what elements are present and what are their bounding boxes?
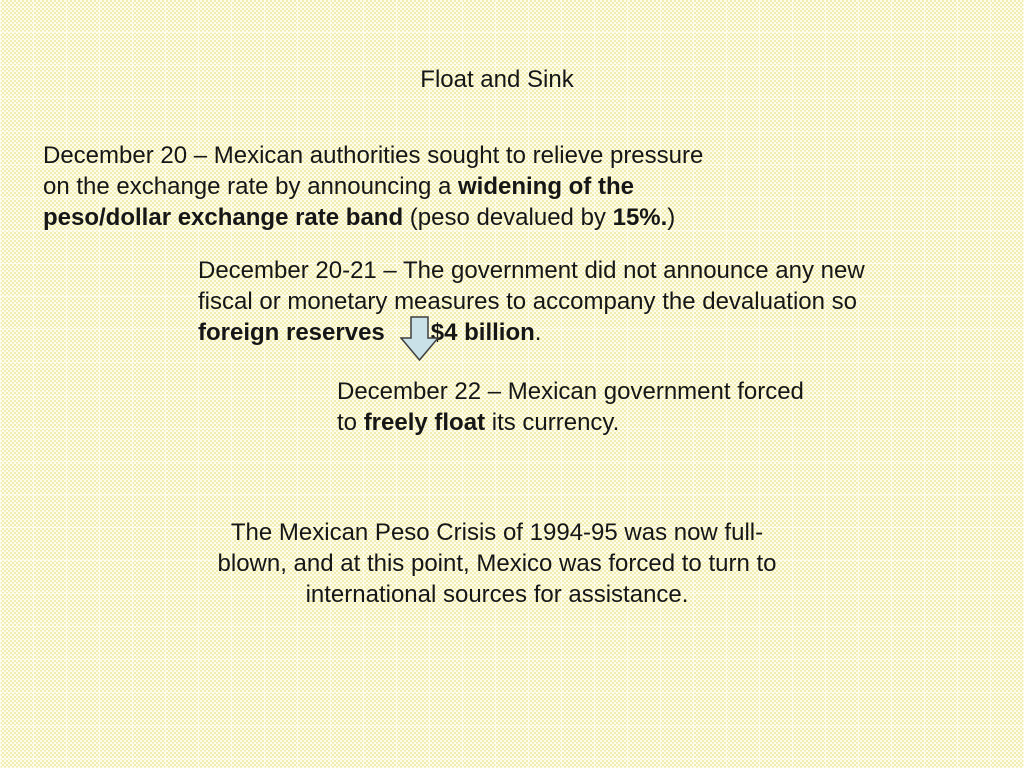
text-segment-bold: foreign reserves xyxy=(198,319,385,346)
text-segment-bold: widening of the xyxy=(457,173,634,200)
paragraph-peso-crisis-summary xyxy=(190,517,804,610)
text-line xyxy=(43,140,703,171)
text-segment: ) xyxy=(667,204,676,231)
text-segment-bold: $4 billion xyxy=(430,319,535,346)
text-segment-bold: 15%. xyxy=(612,204,668,231)
down-arrow-shape xyxy=(401,317,438,360)
text-line xyxy=(190,517,804,548)
down-arrow-icon xyxy=(400,316,439,361)
text-segment: to xyxy=(337,409,364,436)
paragraph-december-22 xyxy=(337,376,804,438)
text-segment: December 20 – Mexican authorities sought to relieve pressure xyxy=(43,142,704,169)
text-segment: The Mexican Peso Crisis of 1994-95 was now full- xyxy=(230,519,764,546)
text-segment: on the exchange rate by announcing a xyxy=(43,173,458,200)
text-segment: (peso devalued by xyxy=(403,204,613,231)
text-line xyxy=(198,286,865,317)
slide-title: Float and Sink xyxy=(420,66,574,93)
text-segment-bold: freely float xyxy=(363,409,486,436)
text-line xyxy=(43,171,703,202)
text-segment: fiscal or monetary measures to accompany the devaluation so xyxy=(198,288,858,315)
text-line xyxy=(43,202,703,233)
paragraph-december-20-21 xyxy=(198,255,865,348)
text-segment: its currency. xyxy=(485,409,620,436)
text-segment: blown, and at this point, Mexico was forced to turn to xyxy=(217,550,777,577)
text-segment: December 20-21 – The government did not announce any new xyxy=(198,257,865,284)
text-line xyxy=(337,376,804,407)
text-segment-bold: peso/dollar exchange rate band xyxy=(43,204,404,231)
text-line xyxy=(190,579,804,610)
text-segment: . xyxy=(534,319,542,346)
text-segment: international sources for assistance. xyxy=(305,581,689,608)
text-line xyxy=(198,317,865,348)
text-line xyxy=(198,255,865,286)
text-segment: December 22 – Mexican government forced xyxy=(337,378,804,405)
paragraph-december-20 xyxy=(43,140,703,233)
text-line xyxy=(190,548,804,579)
text-line xyxy=(337,407,804,438)
